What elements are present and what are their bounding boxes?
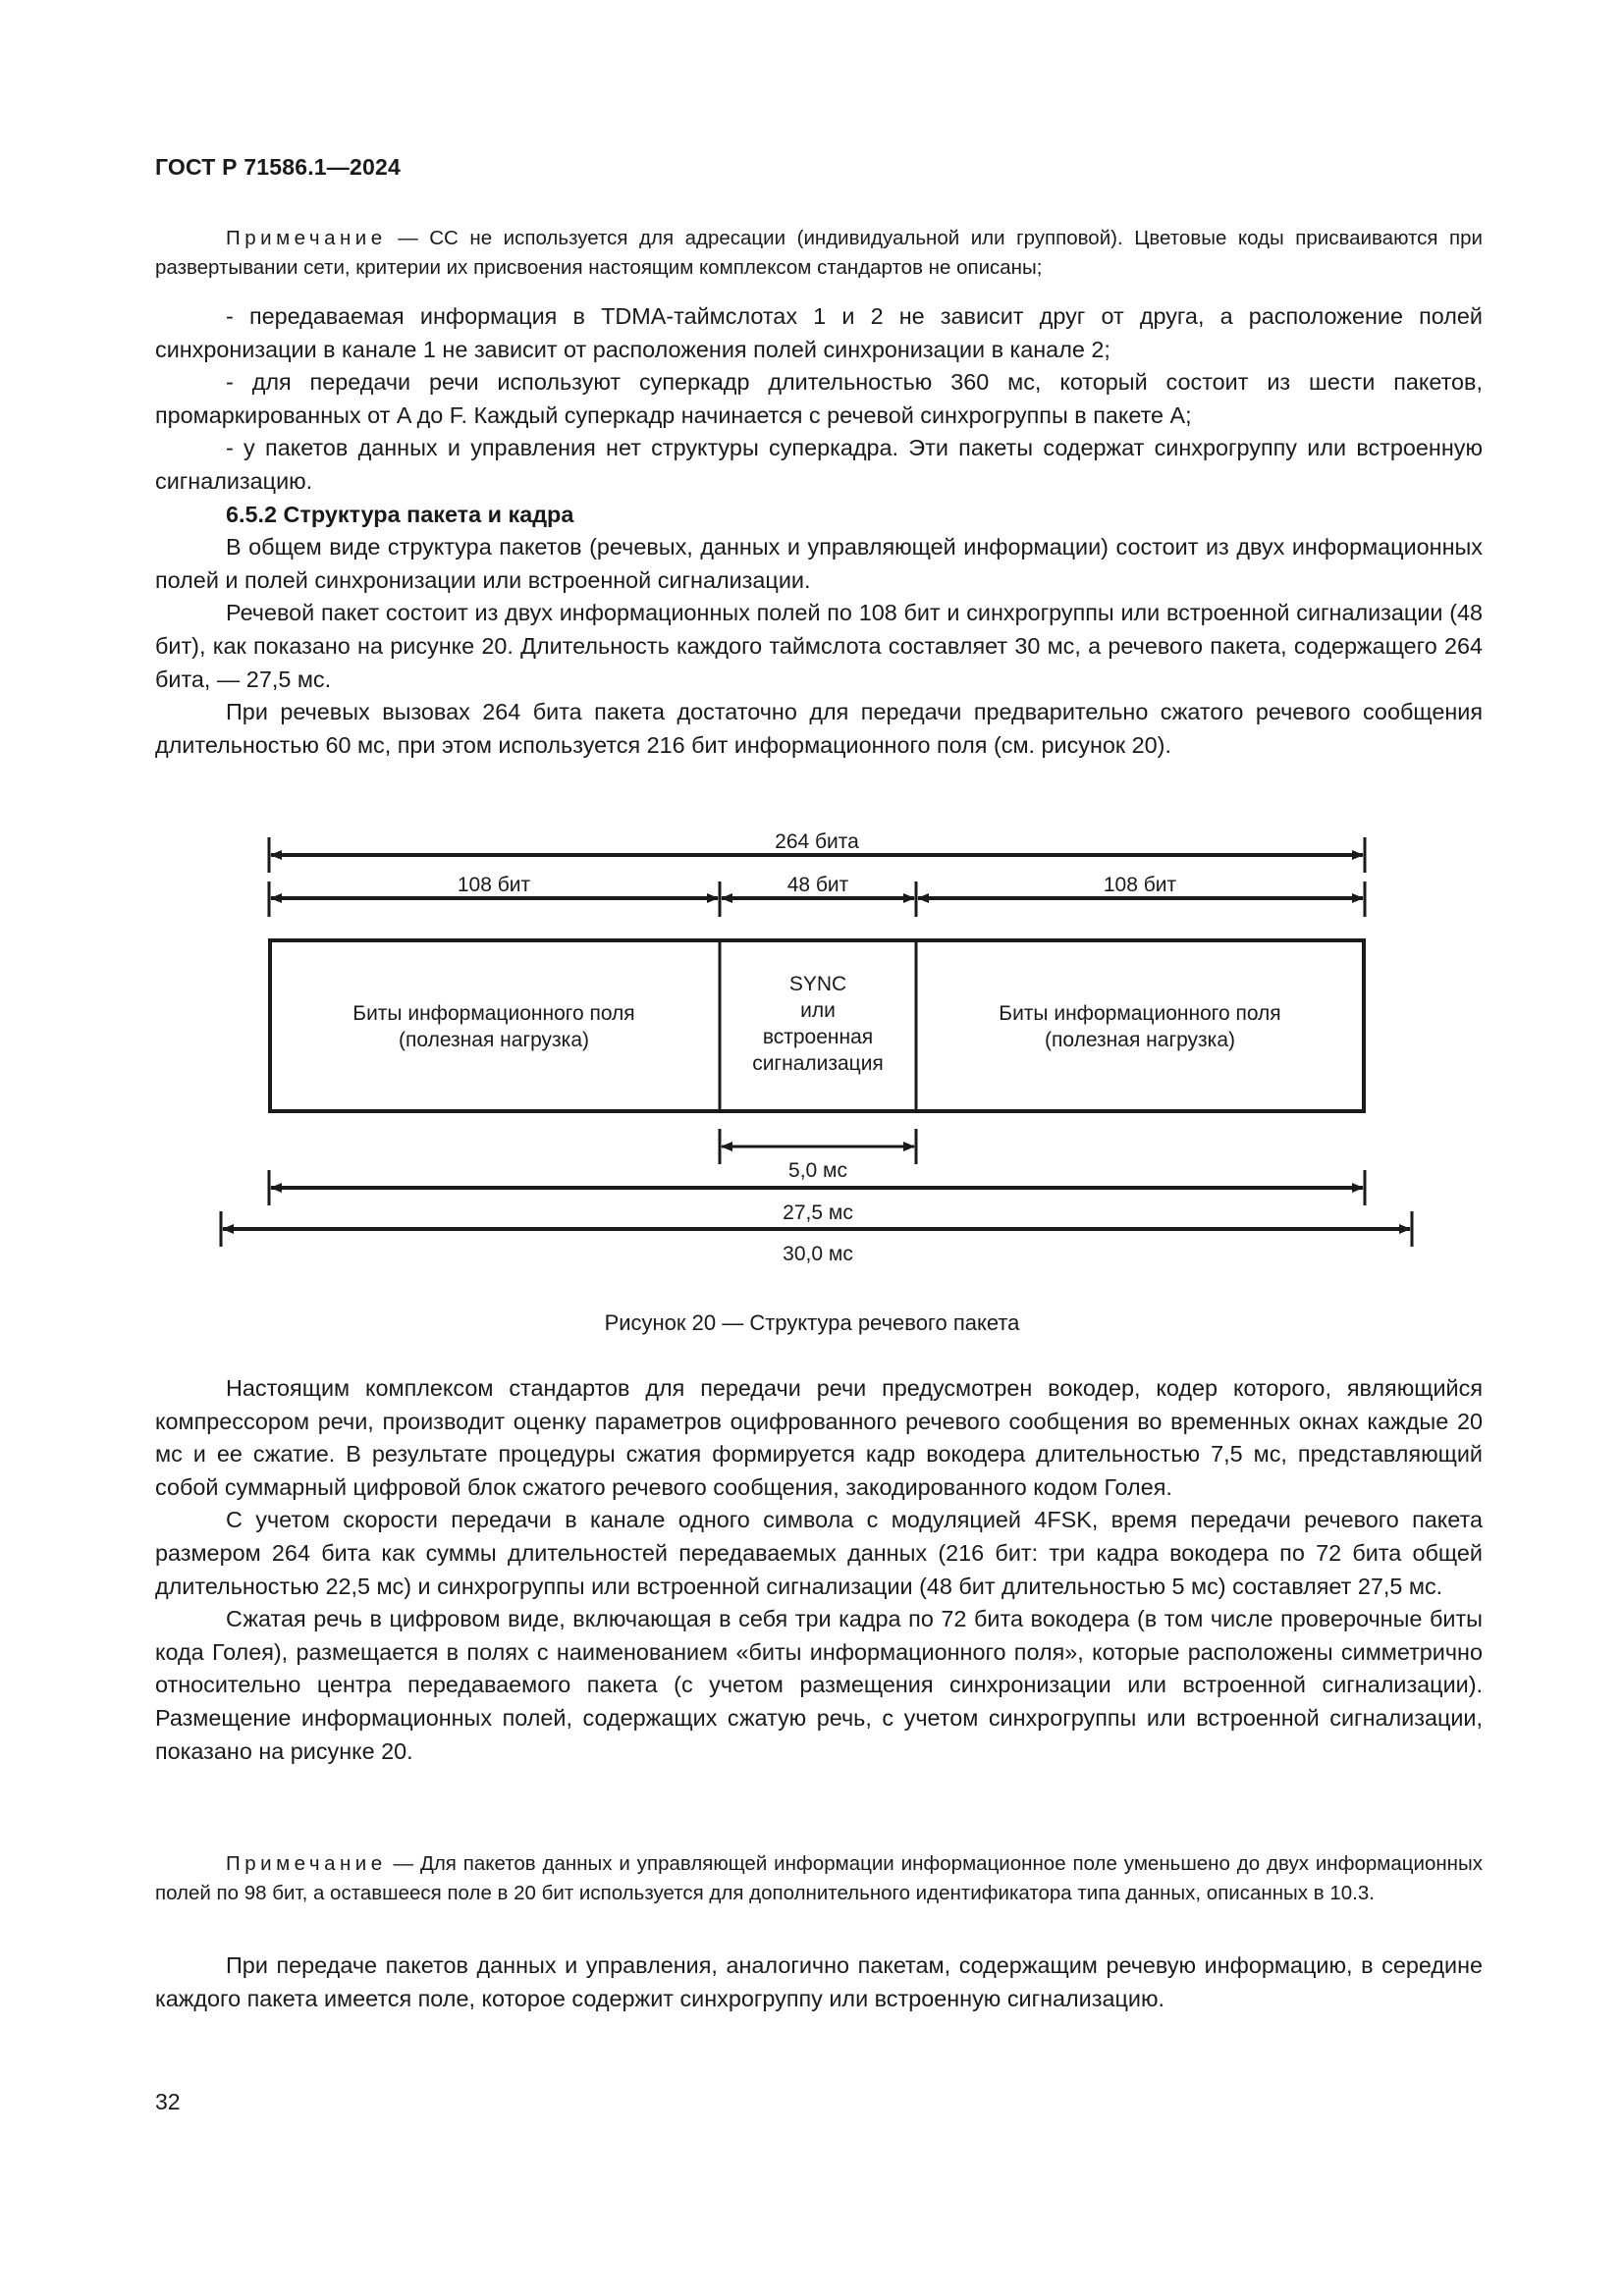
packet-box [270, 940, 1364, 1111]
page-number: 32 [155, 2089, 181, 2114]
label-packet-duration: 27,5 мс [783, 1201, 853, 1224]
list-block [155, 300, 1483, 762]
document-id-header: ГОСТ Р 71586.1—2024 [155, 154, 401, 180]
left-box-line-1: Биты информационного поля [352, 1002, 635, 1025]
note-1 [155, 224, 1483, 283]
note-text: — CC не используется для адресации (индивидуальной или групповой). Цветовые коды присваиваются при развертывании сети, критерии их присвоения настоящим комплексом стандартов не описаны; [155, 227, 1483, 279]
note-2 [155, 1849, 1483, 1908]
mid-box-line-1: SYNC [788, 973, 847, 995]
note-label: Примечание [226, 1852, 387, 1875]
note-block-2 [155, 1849, 1483, 1908]
list-item: - у пакетов данных и управления нет структуры суперкадра. Эти пакеты содержат синхрогруппу или встроенную сигнализацию. [155, 435, 1483, 494]
left-box-line-2: (полезная нагрузка) [399, 1029, 589, 1051]
list-item: - передаваемая информация в TDMA-таймслотах 1 и 2 не зависит друг от друга, а расположение полей синхронизации в канале 1 не зависит от расположения полей синхронизации в канале 2; [155, 303, 1483, 362]
paragraph: При передаче пакетов данных и управления, аналогично пакетам, содержащим речевую информацию, в середине каждого пакета имеется поле, которое содержит синхрогруппу или встроенную сигнализацию. [155, 1952, 1483, 2011]
label-sync-duration: 5,0 мс [788, 1159, 847, 1182]
paragraph: Сжатая речь в цифровом виде, включающая в себя три кадра по 72 бита вокодера (в том числе проверочные биты кода Голея), размещается в полях с наименованием «биты информационного поля», которые расположены симметрично относительно центра передаваемого пакета (с учетом размещения синхронизации или встроенной сигнализации). Размещение информационных полей, содержащих сжатую речь, с учетом синхрогруппы или встроенной сигнализации, показано на рисунке 20. [155, 1606, 1483, 1764]
label-total-bits: 264 бита [775, 830, 859, 853]
label-slot-duration: 30,0 мс [783, 1243, 853, 1265]
list-item: - для передачи речи используют суперкадр длительностью 360 мс, который состоит из шести пакетов, промаркированных от A до F. Каждый суперкадр начинается с речевой синхрогруппы в пакете A; [155, 369, 1483, 428]
body-after-figure [155, 1372, 1483, 1768]
label-right-bits: 108 бит [1103, 874, 1177, 896]
note-block-1 [155, 224, 1483, 283]
figure-caption: Рисунок 20 — Структура речевого пакета [604, 1310, 1020, 1335]
mid-box-line-3: встроенная [762, 1026, 874, 1048]
paragraph: В общем виде структура пакетов (речевых, данных и управляющей информации) состоит из двух информационных полей и полей синхронизации или встроенной сигнализации. [155, 534, 1483, 593]
paragraph: С учетом скорости передачи в канале одного символа с модуляцией 4FSK, время передачи речевого пакета размером 264 бита как суммы длительностей передаваемых данных (216 бит: три кадра вокодера по 72 бита общей длительностью 22,5 мс) и синхрогруппы или встроенной сигнализации (48 бит длительностью 5 мс) составляет 27,5 мс. [155, 1507, 1483, 1599]
mid-box-line-4: сигнализация [752, 1052, 884, 1075]
final-block [155, 1949, 1483, 2015]
paragraph: Речевой пакет состоит из двух информационных полей по 108 бит и синхрогруппы или встроенной сигнализации (48 бит), как показано на рисунке 20. Длительность каждого таймслота составляет 30 мс, а речевого пакета, содержащего 264 бита, — 27,5 мс. [155, 600, 1483, 692]
paragraph: Настоящим комплексом стандартов для передачи речи предусмотрен вокодер, кодер которого, являющийся компрессором речи, производит оценку параметров оцифрованного речевого сообщения во временных окнах каждые 20 мс и ее сжатие. В результате процедуры сжатия формируется кадр вокодера длительностью 7,5 мс, представляющий собой суммарный цифровой блок сжатого речевого сообщения, закодированного кодом Голея. [155, 1375, 1483, 1500]
label-left-bits: 108 бит [457, 874, 531, 896]
paragraph: При речевых вызовах 264 бита пакета достаточно для передачи предварительно сжатого речевого сообщения длительностью 60 мс, при этом используется 216 бит информационного поля (см. рисунок 20). [155, 699, 1483, 758]
label-mid-bits: 48 бит [786, 874, 849, 896]
mid-box-line-2: или [800, 999, 836, 1022]
note-text: — Для пакетов данных и управляющей информации информационное поле уменьшено до двух информационных полей по 98 бит, а оставшееся поле в 20 бит используется для дополнительного идентификатора типа данных, описанных в 10.3. [155, 1852, 1483, 1904]
note-label: Примечание [226, 227, 387, 249]
right-box-line-2: (полезная нагрузка) [1045, 1029, 1235, 1051]
right-box-line-1: Биты информационного поля [999, 1002, 1281, 1025]
section-heading: 6.5.2 Структура пакета и кадра [226, 501, 574, 527]
